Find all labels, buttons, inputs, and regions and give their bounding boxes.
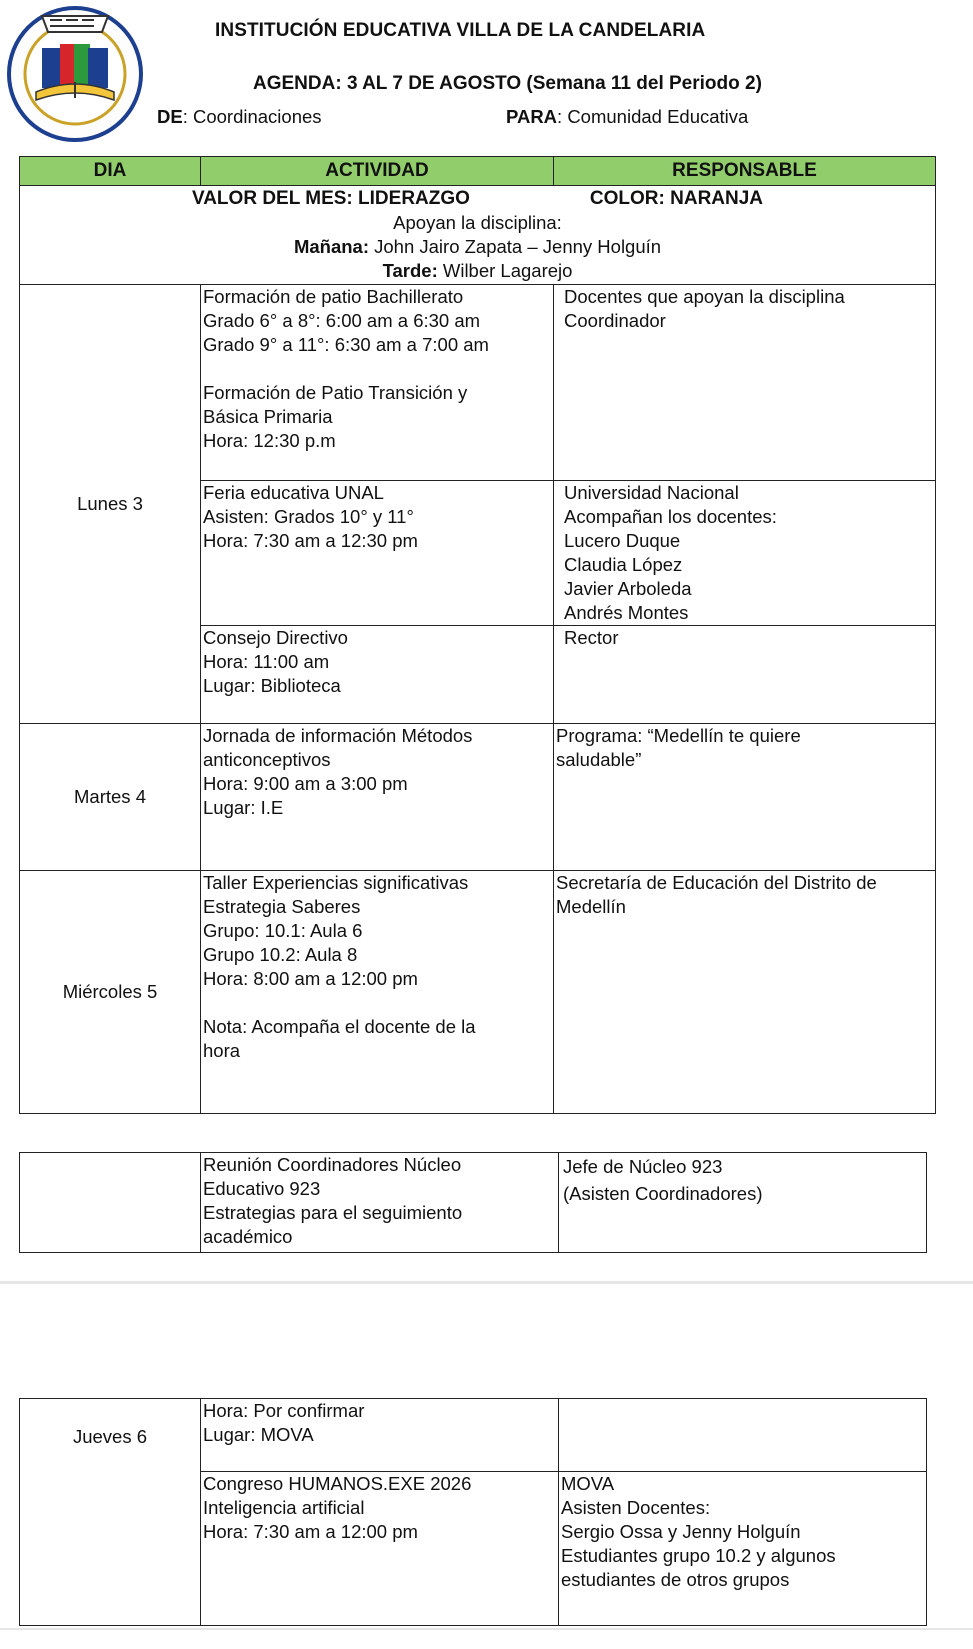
column-header-actividad: ACTIVIDAD [201,157,554,186]
responsible-cell: MOVA Asisten Docentes: Sergio Ossa y Jenny Holguín Estudiantes grupo 10.2 y algunos estudiantes de otros grupos [559,1472,927,1626]
apoyan-disciplina: Apoyan la disciplina: [393,212,562,233]
day-miercoles: Miércoles 5 [20,871,201,1114]
activity-cell: Formación de patio Bachillerato Grado 6° a 8°: 6:00 am a 6:30 am Grado 9° a 11°: 6:30 am a 7:00 am Formación de Patio Transición y Básica Primaria Hora: 12:30 p.m [201,285,554,481]
responsible-cell: Universidad Nacional Acompañan los docentes: Lucero Duque Claudia López Javier Arboleda Andrés Montes [554,481,936,626]
responsible-cell [559,1399,927,1472]
column-header-responsable: RESPONSABLE [554,157,936,186]
agenda-table-page-2 [19,1398,927,1626]
activity-cell: Jornada de información Métodos anticonceptivos Hora: 9:00 am a 3:00 pm Lugar: I.E [201,724,554,871]
institution-title: INSTITUCIÓN EDUCATIVA VILLA DE LA CANDELARIA [215,20,706,41]
table-row [20,1399,927,1472]
table-row [20,1153,927,1253]
activity-cell: Reunión Coordinadores Núcleo Educativo 923 Estrategias para el seguimiento académico [201,1153,559,1253]
activity-cell: Consejo Directivo Hora: 11:00 am Lugar: Biblioteca [201,626,554,724]
day-martes: Martes 4 [20,724,201,871]
from-value: : Coordinaciones [182,106,322,127]
activity-cell: Congreso HUMANOS.EXE 2026 Inteligencia artificial Hora: 7:30 am a 12:00 pm [201,1472,559,1626]
color-del-mes: COLOR: NARANJA [589,188,764,209]
activity-cell: Taller Experiencias significativas Estrategia Saberes Grupo: 10.1: Aula 6 Grupo 10.2: Aula 8 Hora: 8:00 am a 12:00 pm Nota: Acompaña el docente de la hora [201,871,554,1114]
from-label: DE [157,106,183,127]
activity-cell: Feria educativa UNAL Asisten: Grados 10° y 11° Hora: 7:30 am a 12:30 pm [201,481,554,626]
table-row [20,285,936,481]
page-divider [0,1281,973,1284]
responsible-cell: Secretaría de Educación del Distrito de Medellín [554,871,936,1114]
table-row [20,724,936,871]
from-line [157,106,322,128]
tarde-line: Tarde: Wilber Lagarejo [382,260,573,281]
day-jueves: Jueves 6 [20,1399,201,1626]
responsible-cell: Jefe de Núcleo 923 (Asisten Coordinadores) [559,1153,927,1253]
activity-cell: Hora: Por confirmar Lugar: MOVA [201,1399,559,1472]
responsible-cell: Programa: “Medellín te quiere saludable” [554,724,936,871]
valor-del-mes: VALOR DEL MES: LIDERAZGO [191,188,470,209]
school-logo [2,2,148,142]
column-header-dia: DIA [20,157,201,186]
to-label: PARA [506,106,558,127]
agenda-table [19,156,936,1114]
day-cell-empty [20,1153,201,1253]
agenda-title: AGENDA: 3 AL 7 DE AGOSTO (Semana 11 del Periodo 2) [253,73,762,94]
table-row [20,871,936,1114]
to-line [506,106,748,128]
agenda-table-continued [19,1152,927,1253]
to-value: : Comunidad Educativa [557,106,749,127]
page-bottom-divider [0,1628,973,1630]
responsible-cell: Docentes que apoyan la disciplina Coordinador [554,285,936,481]
manana-line: Mañana: John Jairo Zapata – Jenny Holguín [293,236,662,257]
day-lunes: Lunes 3 [20,285,201,724]
responsible-cell: Rector [554,626,936,724]
month-value-row [20,186,936,285]
